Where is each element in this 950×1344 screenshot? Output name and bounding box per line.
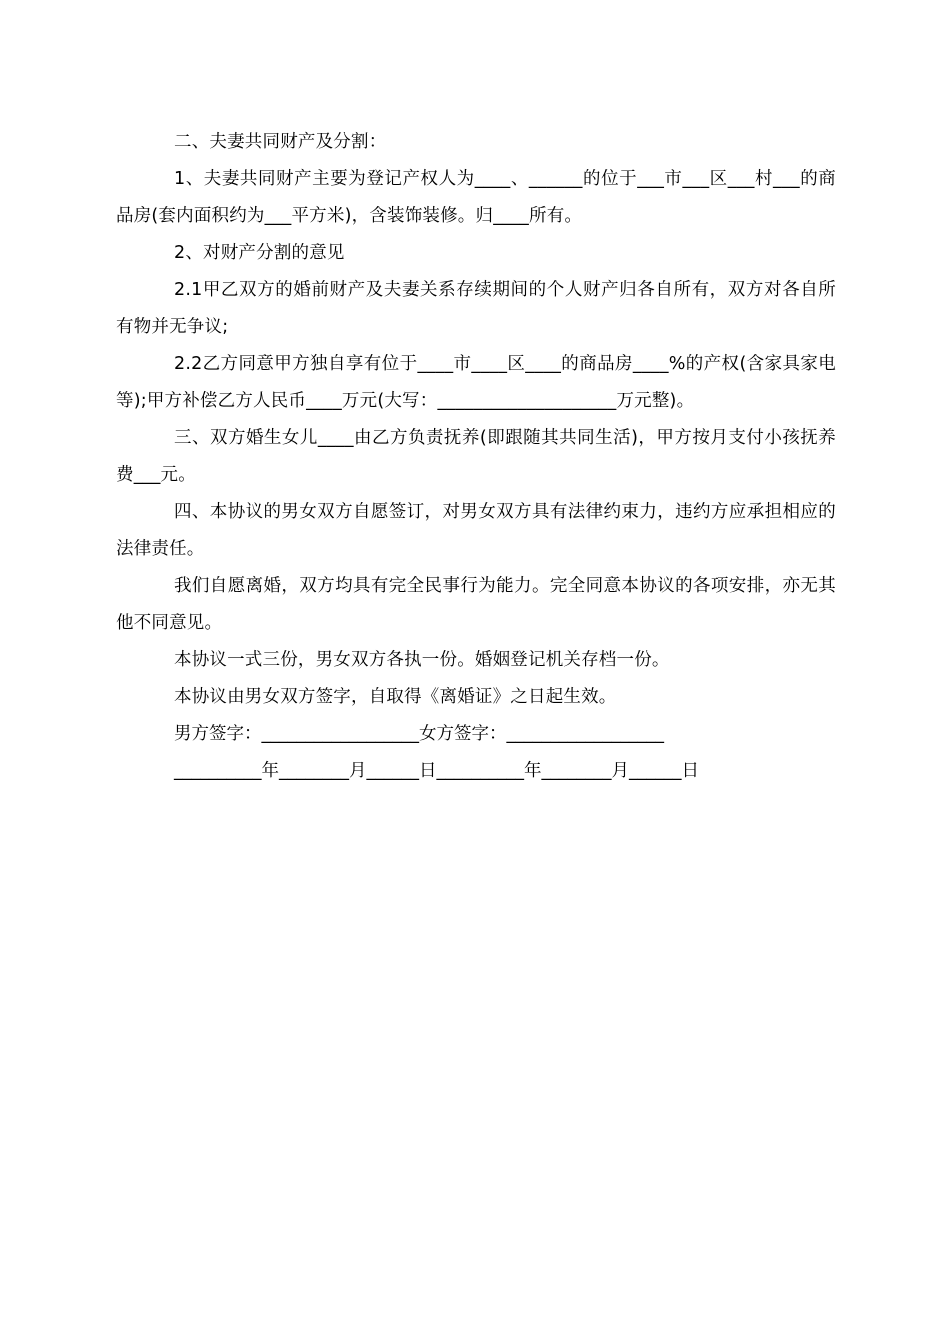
paragraph-joint-property: 1、夫妻共同财产主要为登记产权人为____、______的位于___市___区___村___的商品房(套内面积约为___平方米)，含装饰装修。归____所有。 [116, 169, 836, 226]
document-page [116, 124, 836, 790]
section-heading-property: 二、夫妻共同财产及分割： [174, 132, 387, 152]
section-child-custody: 三、双方婚生女儿____由乙方负责抚养(即跟随其共同生活)，甲方按月支付小孩抚养费___元。 [116, 428, 836, 485]
date-line: __________年________月______日__________年________月______日 [174, 761, 699, 781]
paragraph-clause-2-2: 2.2乙方同意甲方独自享有位于____市____区____的商品房____%的产权(含家具家电等);甲方补偿乙方人民币____万元(大写：____________________万元整)。 [116, 354, 836, 411]
signature-line: 男方签字：__________________女方签字：__________________ [174, 724, 664, 744]
paragraph-voluntary-divorce: 我们自愿离婚，双方均具有完全民事行为能力。完全同意本协议的各项安排，亦无其他不同意见。 [116, 576, 836, 633]
paragraph-effective: 本协议由男女双方签字，自取得《离婚证》之日起生效。 [174, 687, 617, 707]
paragraph-division-opinion: 2、对财产分割的意见 [174, 243, 345, 263]
paragraph-copies: 本协议一式三份，男女双方各执一份。婚姻登记机关存档一份。 [174, 650, 670, 670]
paragraph-clause-2-1: 2.1甲乙双方的婚前财产及夫妻关系存续期间的个人财产归各自所有，双方对各自所有物并无争议; [116, 280, 836, 337]
section-legal-binding: 四、本协议的男女双方自愿签订，对男女双方具有法律约束力，违约方应承担相应的法律责任。 [116, 502, 836, 559]
